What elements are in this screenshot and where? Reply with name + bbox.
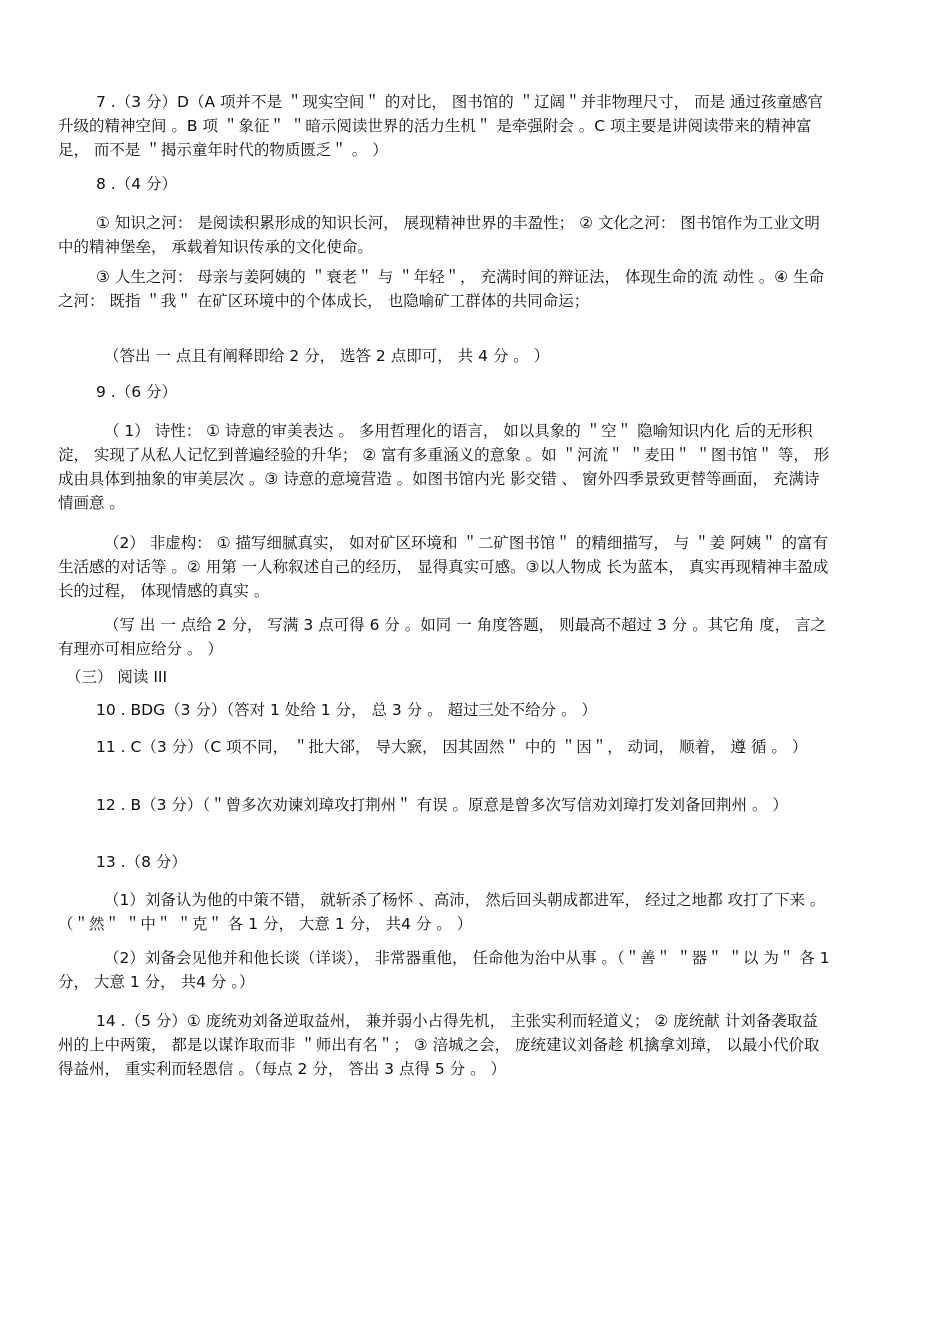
answer-q12: 12 . B（3 分）（＂曾多次劝谏刘璋攻打荆州＂ 有误 。原意是曾多次写信劝刘璋打发刘备回荆州 。 ）	[96, 796, 788, 814]
answer-q7: 7 .（3 分）D（A 项并不是 ＂现实空间＂ 的对比， 图书馆的 ＂辽阔＂并非物理尺寸， 而是 通过孩童感官升级的精神空间 。B 项 ＂象征＂ ＂暗示阅读世界的活力生机＂ 是牵强附会 。C 项主要是讲阅读带来的精神富足， 而不是 ＂揭示童年时代的物质匮乏＂ 。 ）	[58, 93, 824, 159]
answer-q10: 10 . BDG（3 分）（答对 1 处给 1 分， 总 3 分 。 超过三处不给分 。 ）	[96, 701, 597, 719]
answer-q11: 11 . C（3 分）（C 项不同， ＂批大郤， 导大窾， 因其固然＂ 中的 ＂因＂， 动词， 顺着， 遵 循 。 ）	[96, 738, 808, 756]
answer-q13-heading: 13 .（8 分）	[96, 853, 187, 871]
answer-q9-scoring-note: （写 出 一 点给 2 分， 写满 3 点可得 6 分 。如同 一 角度答题， 则最高不超过 3 分 。其它角 度， 言之有理亦可相应给分 。 ）	[58, 616, 827, 658]
section-reading-3-heading: （三） 阅读 III	[66, 668, 168, 686]
answer-q8-scoring-note: （答出 一 点且有阐释即给 2 分， 选答 2 点即可， 共 4 分 。 ）	[104, 347, 550, 365]
answer-q13-part-1: （1）刘备认为他的中策不错， 就斩杀了杨怀 、高沛， 然后回头朝成都进军， 经过之地都 攻打了下来 。（＂然＂ ＂中＂ ＂克＂ 各 1 分， 大意 1 分， 共4 分 。 ）	[58, 891, 826, 933]
answer-q9-part-1: （ 1） 诗性： ① 诗意的审美表达 。 多用哲理化的语言， 如以具象的 ＂空＂ 隐喻知识内化 后的无形积淀， 实现了从私人记忆到普遍经验的升华； ② 富有多重涵义的意象 。如 ＂河流＂ ＂麦田＂ ＂图书馆＂ 等， 形成由具体到抽象的审美层次 。③ 诗意的意境营造 。如图书馆内光 影交错 、 窗外四季景致更替等画面， 充满诗情画意 。	[58, 422, 830, 512]
answer-q9-heading: 9 .（6 分）	[96, 383, 178, 401]
answer-q8-heading: 8 .（4 分）	[96, 175, 178, 193]
answer-q9-part-2: （2） 非虚构： ① 描写细腻真实， 如对矿区环境和 ＂二矿图书馆＂ 的精细描写， 与 ＂姜 阿姨＂ 的富有生活感的对话等 。② 用第 一人称叙述自己的经历， 显得真实可感。③以人物成 长为蓝本， 真实再现精神丰盈成长的过程， 体现情感的真实 。	[58, 534, 829, 600]
answer-q8-points-1-2: ① 知识之河： 是阅读积累形成的知识长河， 展现精神世界的丰盈性； ② 文化之河： 图书馆作为工业文明中的精神堡垒， 承载着知识传承的文化使命。	[58, 214, 820, 256]
answer-q14: 14 .（5 分）① 庞统劝刘备逆取益州， 兼并弱小占得先机， 主张实利而轻道义； ② 庞统献 计刘备袭取益州的上中两策， 都是以谋诈取而非 ＂师出有名＂； ③ 涪城之会， 庞统建议刘备趁 机擒拿刘璋， 以最小代价取得益州， 重实利而轻恩信 。（每点 2 分， 答出 3 点得 5 分 。 ）	[58, 1012, 820, 1078]
answer-q13-part-2: （2）刘备会见他并和他长谈（详谈）， 非常器重他， 任命他为治中从事 。（＂善＂ ＂器＂ ＂以 为＂ 各 1 分， 大意 1 分， 共4 分 。）	[58, 949, 830, 991]
answer-q8-points-3-4: ③ 人生之河： 母亲与姜阿姨的 ＂衰老＂ 与 ＂年轻＂， 充满时间的辩证法， 体现生命的流 动性 。④ 生命之河： 既指 ＂我＂ 在矿区环境中的个体成长， 也隐喻矿工群体的共同命运；	[58, 268, 825, 310]
